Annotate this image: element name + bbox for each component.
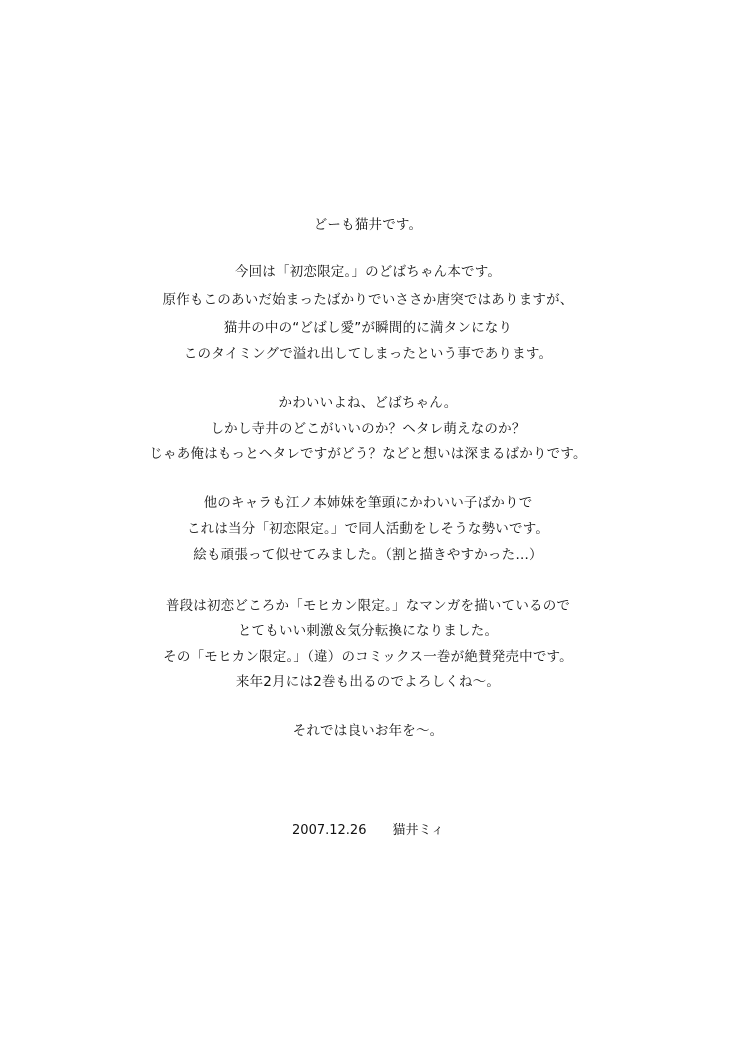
paragraph3-line3: 絵も頑張って似せてみました。（割と描きやすかった…） [193, 547, 543, 563]
signature-author: 猫井ミィ [392, 823, 444, 838]
signature [0, 822, 736, 840]
paragraph1-line3: 猫井の中の“どばし愛”が瞬間的に満タンになり [223, 320, 513, 336]
paragraph1-line1: 今回は「初恋限定。」のどばちゃん本です。 [234, 264, 502, 280]
paragraph2-line1: かわいいよね、どばちゃん。 [278, 395, 458, 411]
paragraph3-line1: 他のキャラも江ノ本姉妹を筆頭にかわいい子ばかりで [203, 495, 533, 511]
closing-line: それでは良いお年を～。 [292, 723, 444, 739]
paragraph4-line3: その「モヒカン限定。」（違）のコミックス一巻が絶賛発売中です。 [163, 649, 573, 665]
paragraph4-line4: 来年2月には2巻も出るのでよろしくね～。 [235, 674, 501, 690]
paragraph4-line2: とてもいい刺激＆気分転換になりました。 [237, 623, 499, 639]
paragraph2-line3: じゃあ俺はもっとヘタレですがどう？などと想いは深まるばかりです。 [149, 446, 587, 462]
paragraph1-line2: 原作もこのあいだ始まったばかりでいささか唐突ではありますが、 [162, 292, 574, 308]
paragraph2-line2: しかし寺井のどこがいいのか？ヘタレ萌えなのか？ [210, 421, 526, 437]
paragraph1-line4: このタイミングで溢れ出してしまったという事であります。 [183, 346, 553, 362]
greeting-line: どーも猫井です。 [313, 217, 423, 233]
paragraph4-line1: 普段は初恋どころか「モヒカン限定。」なマンガを描いているので [165, 598, 571, 614]
signature-date: 2007.12.26 [292, 823, 367, 838]
paragraph3-line2: これは当分「初恋限定。」で同人活動をしそうな勢いです。 [186, 521, 550, 537]
